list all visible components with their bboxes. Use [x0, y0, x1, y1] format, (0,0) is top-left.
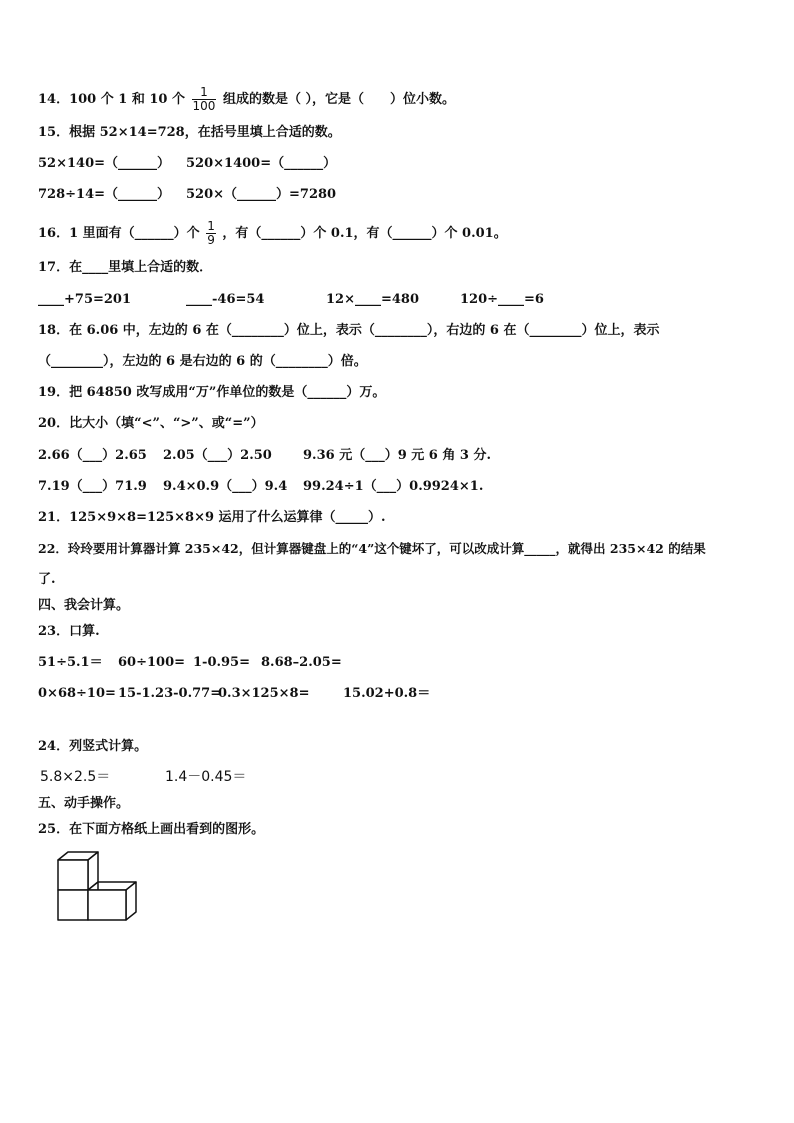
q15-item-1: 52×140=（______）	[38, 156, 171, 171]
q24-item-1: 5.8×2.5＝	[40, 769, 111, 785]
q23-item-3: 1-0.95=	[193, 655, 250, 670]
q23-item-5: 0×68÷10=	[38, 686, 116, 701]
q20-item-1: 2.66（___）2.65	[38, 448, 147, 463]
question-22-line-1: 22．玲玲要用计算器计算 235×42，但计算器键盘上的“4”这个键坏了，可以改成计算_____，就得出 235×42 的结果	[38, 541, 706, 556]
q20-item-2: 2.05（___）2.50	[163, 448, 272, 463]
q14-text-post: 组成的数是（ ），它是（ ）位小数。	[222, 92, 455, 107]
fraction-one-ninth	[206, 220, 216, 247]
section-5-title: 五、动手操作。	[38, 796, 130, 811]
fraction-denominator: 100	[192, 99, 216, 113]
q15-item-2: 520×1400=（______）	[186, 156, 337, 171]
question-24: 24．列竖式计算。	[38, 739, 148, 754]
cube-front-face	[88, 890, 126, 920]
q20-item-3: 9.36 元（___）9 元 6 角 3 分.	[303, 448, 491, 463]
question-25: 25．在下面方格纸上画出看到的图形。	[38, 822, 265, 837]
fraction-denominator: 9	[207, 233, 215, 247]
q23-item-7: 0.3×125×8=	[218, 686, 310, 701]
question-19: 19．把 64850 改写成用“万”作单位的数是（______）万。	[38, 385, 386, 400]
fraction-numerator: 1	[207, 219, 215, 233]
q23-item-8: 15.02+0.8＝	[343, 686, 431, 701]
q17-item-2: ____-46=54	[186, 292, 265, 307]
question-20: 20．比大小（填“<”、“>”、或“=”）	[38, 416, 264, 431]
q20-item-5: 9.4×0.9（___）9.4	[163, 479, 288, 494]
fraction-numerator: 1	[192, 86, 217, 100]
q17-item-4: 120÷____=6	[460, 292, 544, 307]
cube-front-face	[58, 860, 88, 890]
question-15: 15．根据 52×14=728，在括号里填上合适的数。	[38, 125, 341, 140]
q17-item-1: ____+75=201	[38, 292, 132, 307]
fraction-one-hundredth	[192, 86, 217, 113]
q23-item-2: 60÷100=	[118, 655, 186, 670]
q23-item-4: 8.68–2.05=	[261, 655, 342, 670]
question-23: 23．口算.	[38, 624, 100, 639]
q20-item-6: 99.24÷1（___）0.9924×1.	[303, 479, 484, 494]
question-18-line-2: （________），左边的 6 是右边的 6 的（________）倍。	[38, 354, 367, 369]
q24-item-2: 1.4－0.45＝	[165, 769, 247, 785]
section-4-title: 四、我会计算。	[38, 598, 130, 613]
question-14	[38, 86, 455, 113]
q23-item-1: 51÷5.1＝	[38, 655, 103, 670]
question-18-line-1: 18．在 6.06 中，左边的 6 在（________）位上，表示（________），右边的 6 在（________）位上，表示	[38, 323, 660, 338]
question-22-line-2: 了.	[38, 572, 56, 587]
question-16	[38, 220, 507, 247]
q16-text-post: ，有（______）个 0.1，有（______）个 0.01。	[222, 226, 507, 241]
q15-item-3: 728÷14=（______）	[38, 187, 171, 202]
cube-front-face	[58, 890, 88, 920]
q20-item-4: 7.19（___）71.9	[38, 479, 147, 494]
q15-item-4: 520×（______）=7280	[186, 187, 337, 202]
cube-stack-figure	[52, 848, 142, 924]
q16-text-pre: 16．1 里面有（______）个	[38, 226, 200, 241]
q14-text-pre: 14．100 个 1 和 10 个	[38, 92, 185, 107]
question-21: 21．125×9×8=125×8×9 运用了什么运算律（_____）.	[38, 510, 386, 525]
question-17: 17．在____里填上合适的数．	[38, 260, 213, 275]
q23-item-6: 15-1.23-0.77=	[118, 686, 222, 701]
q17-item-3: 12×____=480	[326, 292, 420, 307]
